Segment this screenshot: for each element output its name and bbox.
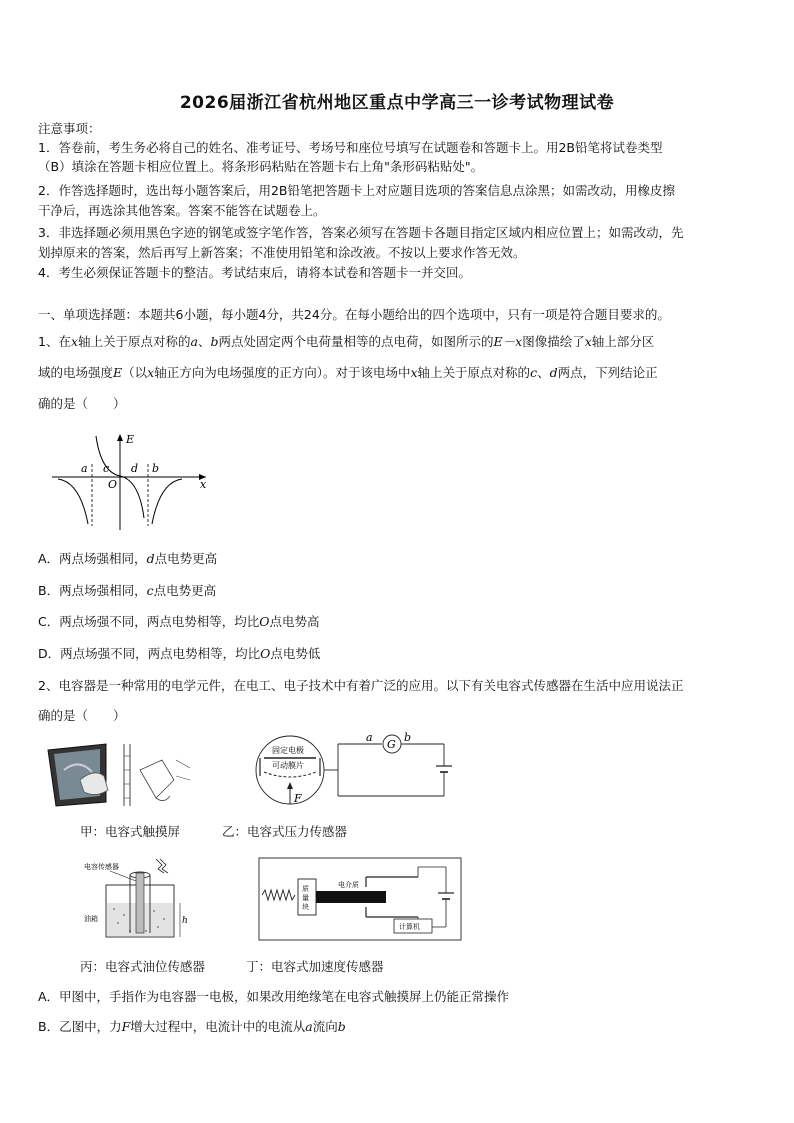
point-b-label: b [404,731,412,744]
force-label: F [294,792,302,805]
touch-screen-figure [44,740,194,812]
oil-level-figure [84,855,194,945]
caption-bing: 丙：电容式油位传感器 [80,959,206,974]
caption-jia: 甲：电容式触摸屏 [80,824,181,839]
page-title: 2026届浙江省杭州地区重点中学高三一诊考试物理试卷 [179,93,615,113]
notice-heading: 注意事项： [38,121,101,136]
caption-ding: 丁：电容式加速度传感器 [246,959,384,974]
dielectric-label: 电介质 [338,881,359,889]
point-label-c: c [103,462,110,475]
q1-option-a: A．两点场强相同，d点电势更高 [38,551,218,566]
e-x-graph [48,430,218,532]
axis-label-E: E [126,433,135,446]
caption-yi: 乙：电容式压力传感器 [222,824,348,839]
q1-option-c: C．两点场强不同，两点电势相等，均比O点电势高 [38,614,320,629]
point-label-a: a [81,462,88,475]
acceleration-sensor-figure [258,857,462,941]
axis-label-x: x [200,478,207,491]
notice-line: 4．考生必须保证答题卡的整洁。考试结束后，请将本试卷和答题卡一并交回。 [38,265,471,280]
section-heading: 一、单项选择题：本题共6小题，每小题4分，共24分。在每小题给出的四个选项中，只有一项是符合题目要求的。 [38,307,670,322]
notice-line: 划掉原来的答案，然后再写上新答案；不准使用铅笔和涂改液。不按以上要求作答无效。 [38,245,526,260]
q2-stem-line2: 确的是（ ） [38,708,126,723]
computer-label: 计算机 [399,923,420,931]
q1-option-b: B．两点场强相同，c点电势更高 [38,583,217,598]
q1-stem-line3: 确的是（ ） [38,396,126,411]
mass-label: 质 [302,885,309,893]
q1-stem-line1: 1、在x轴上关于原点对称的a、b两点处固定两个电荷量相等的点电荷，如图所示的E－x图像描绘了x轴上部分区 [38,334,655,349]
movable-membrane-label: 可动膜片 [272,761,304,770]
notice-line: 3．非选择题必须用黑色字迹的钢笔或签字笔作答，答案必须写在答题卡各题目指定区域内相应位置上；如需改动，先 [38,225,684,240]
notice-line: 2．作答选择题时，选出每小题答案后，用2B铅笔把答题卡上对应题目选项的答案信息点涂黑；如需改动，用橡皮擦 [38,183,675,198]
galvanometer-label: G [387,738,396,751]
notice-line: 干净后，再选涂其他答案。答案不能答在试题卷上。 [38,203,326,218]
mass-label: 量 [302,894,309,902]
origin-label: O [108,478,118,491]
q2-stem-line1: 2、电容器是一种常用的电学元件，在电工、电子技术中有着广泛的应用。以下有关电容式传感器在生活中应用说法正 [38,678,684,693]
notice-line: 1．答卷前，考生务必将自己的姓名、准考证号、考场号和座位号填写在试题卷和答题卡上。用2B铅笔将试卷类型 [38,140,663,155]
oil-tank-label: 油箱 [84,915,98,923]
point-label-d: d [131,462,139,475]
point-a-label: a [366,731,373,744]
q1-option-d: D．两点场强不同，两点电势相等，均比O点电势低 [38,646,321,661]
sensor-label: 电容传感器 [84,863,119,871]
notice-line: （B）填涂在答题卡相应位置上。将条形码粘贴在答题卡右上角"条形码粘贴处"。 [38,159,484,174]
point-label-b: b [152,462,160,475]
q2-option-b: B．乙图中，力F增大过程中，电流计中的电流从a流向b [38,1019,346,1034]
height-label: h [182,916,188,926]
mass-label: 块 [302,903,309,911]
q2-option-a: A．甲图中，手指作为电容器一电极，如果改用绝缘笔在电容式触摸屏上仍能正常操作 [38,989,510,1004]
pressure-sensor-figure [252,730,452,810]
q1-stem-line2: 域的电场强度E（以x轴正方向为电场强度的正方向）。对于该电场中x轴上关于原点对称的c、d两点，下列结论正 [38,365,658,380]
fixed-electrode-label: 固定电极 [272,746,304,755]
